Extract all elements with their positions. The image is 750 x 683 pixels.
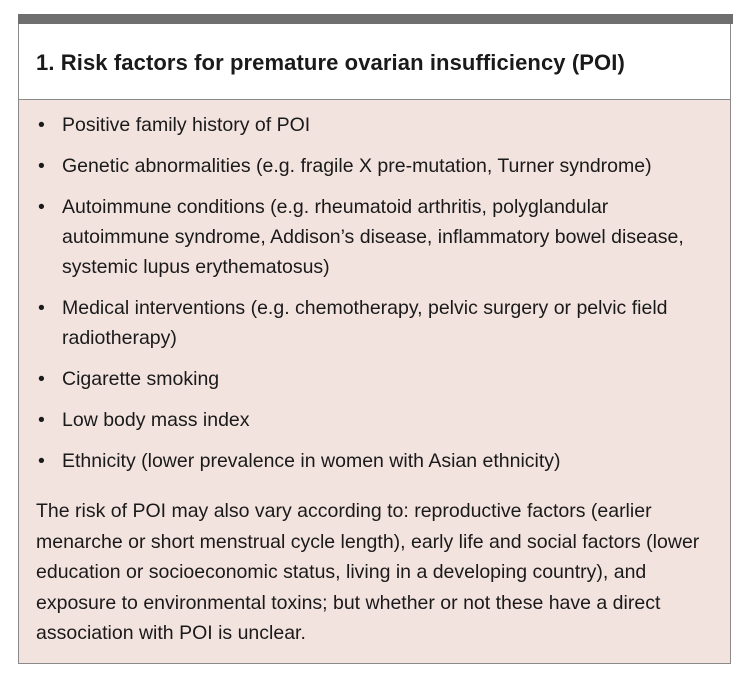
bullet-icon: • <box>38 155 45 177</box>
list-item-text: Medical interventions (e.g. chemotherapy, pelvic surgery or pelvic field radiotherapy) <box>62 297 668 349</box>
bullet-icon: • <box>38 196 45 218</box>
list-item-text: Cigarette smoking <box>62 368 220 390</box>
risk-factors-box <box>18 14 731 664</box>
top-accent-bar <box>18 14 733 24</box>
list-item-text: Genetic abnormalities (e.g. fragile X pre-mutation, Turner syndrome) <box>62 155 652 177</box>
box-header <box>19 24 730 100</box>
summary-paragraph: The risk of POI may also vary according to: reproductive factors (earlier menarche or short menstrual cycle length), early life and social factors (lower education or socioeconomic status, living in a developing country), and exposure to environmental toxins; but whether or not these have a direct association with POI is unclear. <box>36 500 700 644</box>
bullet-icon: • <box>38 368 45 390</box>
list-item-text: Autoimmune conditions (e.g. rheumatoid arthritis, polyglandular autoimmune syndrome, Addison’s disease, inflammatory bowel disease, systemic lupus erythematosus) <box>62 196 684 278</box>
bullet-icon: • <box>38 114 45 136</box>
list-item <box>36 151 716 181</box>
bullet-icon: • <box>38 450 45 472</box>
list-item-text: Positive family history of POI <box>62 114 311 136</box>
list-item <box>36 405 716 435</box>
box-title: 1. Risk factors for premature ovarian insufficiency (POI) <box>36 50 625 75</box>
list-item <box>36 192 716 282</box>
list-item <box>36 293 716 353</box>
risk-factor-list <box>36 110 716 487</box>
list-item-text: Low body mass index <box>62 409 250 431</box>
bullet-icon: • <box>38 297 45 319</box>
list-item <box>36 446 716 476</box>
list-item-text: Ethnicity (lower prevalence in women with Asian ethnicity) <box>62 450 561 472</box>
bullet-icon: • <box>38 409 45 431</box>
list-item <box>36 364 716 394</box>
list-item <box>36 110 716 140</box>
